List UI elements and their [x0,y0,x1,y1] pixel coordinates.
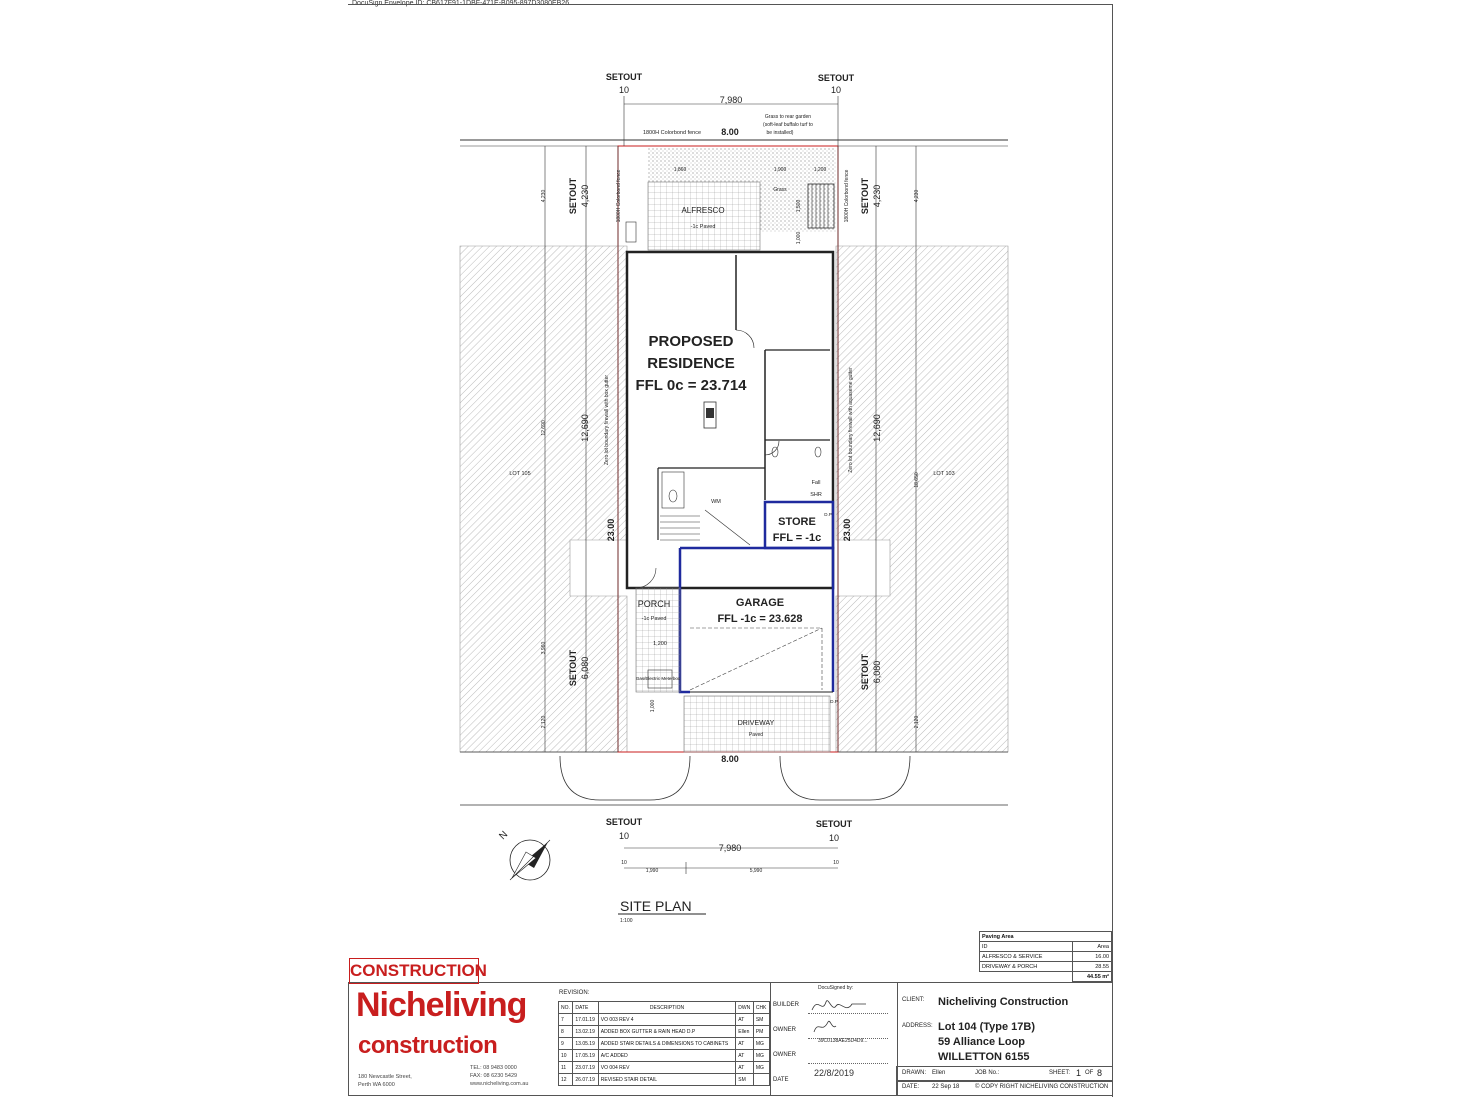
dim-1200-top: 1,200 [813,167,827,173]
address-label: ADDRESS: [902,1023,933,1029]
dim-23-left: 23.00 [606,518,616,542]
rev-chk: SM [753,1014,769,1026]
dim-12690-left: 12,690 [580,414,590,442]
dim-12690-right: 12,690 [872,414,882,442]
revision-table [558,1001,770,1086]
dim-1900: 1,900 [773,167,787,173]
fall-label: Fall [811,480,821,486]
paving-area-table [979,931,1112,982]
porch-label: PORCH [637,599,671,609]
owner-label-1: OWNER [773,1027,796,1033]
store-line-2: FFL = -1c [772,532,822,544]
signature-id: 39C0138AE25D4D9... [818,1038,868,1044]
setout-top-right: SETOUT [817,73,855,83]
rev-dwn: AT [736,1062,754,1074]
rev-chk: MG [753,1050,769,1062]
dim-5990: 5,990 [749,868,763,874]
porch-sub: -1c Paved [641,616,667,622]
rev-col-dwn: DWN [736,1002,754,1014]
lot-103-label: LOT 103 [933,471,955,477]
paving-row-area: 28.55 [1073,962,1112,972]
dim-3960: 3,960 [541,641,547,655]
logo-construction-banner: CONSTRUCTION [349,958,479,984]
garage-line-2: FFL -1c = 23.628 [717,613,803,625]
rev-date: 13.05.19 [573,1038,598,1050]
paving-row-id: ALFRESCO & SERVICE [980,952,1073,962]
paving-title: Paving Area [980,932,1112,942]
setout-top-right-value: 10 [830,85,842,95]
company-address-1: 180 Newcastle Street, [358,1074,412,1080]
driveway-sub: Paved [748,732,764,738]
paving-total: 44.55 m² [1073,972,1112,982]
dim-1200-porch: 1,200 [653,641,667,647]
rev-date: 17.01.19 [573,1014,598,1026]
table-row [980,952,1112,962]
dim-2120-left: 2,120 [541,715,547,729]
fence-label-right: 1800H Colorbond fence [844,169,850,223]
lot-105-label: LOT 105 [509,471,531,477]
right-boundary-note: Zero lot boundary firewall with aquaseme gutter [848,367,854,473]
rev-desc: VO 004 REV [598,1062,735,1074]
company-web: www.nicheliving.com.au [470,1081,529,1087]
dim-10-br: 10 [833,860,839,866]
rev-dwn: AT [736,1038,754,1050]
dim-23-right: 23.00 [842,518,852,542]
dim-1990: 1,990 [645,868,659,874]
setout-top-left: SETOUT [605,72,643,82]
setout-bottom-left-value: 10 [618,831,630,841]
dim-bottom-7980: 7,980 [718,843,742,853]
residence-line-3: FFL 0c = 23.714 [635,377,747,394]
rev-desc: VO 003 REV 4 [598,1014,735,1026]
rev-no: 11 [559,1062,573,1074]
rev-no: 12 [559,1074,573,1086]
address-line-1: Lot 104 (Type 17B) [938,1021,1035,1033]
rev-col-no: NO. [559,1002,573,1014]
dim-4230-right: 4,230 [872,184,882,208]
setout-top-left-value: 10 [618,85,630,95]
dim-1500: 1,500 [796,199,802,213]
logo-nicheliving: Nicheliving [356,986,527,1024]
client-name: Nicheliving Construction [938,996,1069,1008]
alfresco-sub: -1c Paved [690,224,716,230]
rev-col-date: DATE [573,1002,598,1014]
dim-top-7980: 7,980 [719,95,743,105]
revision-title: REVISION: [559,990,590,996]
rev-dwn: Ellen [736,1026,754,1038]
shr-label: SHR [810,492,822,498]
setout-left-upper: SETOUT [568,177,578,215]
signature-mark [806,992,876,1038]
fence-label-left: 1800H Colorbond fence [616,169,622,223]
company-tel: TEL: 08 9483 0000 [470,1065,517,1071]
dp-label-garage: D.P [830,699,838,704]
date-value: 22 Sep 18 [932,1084,960,1090]
lot-105-hatch [460,246,627,752]
gas-note: Gas/Electric Meterbox [635,676,681,681]
rev-chk: MG [753,1062,769,1074]
logo-construction-sub: construction [358,1032,498,1059]
dim-18650: 18,650 [914,472,920,488]
rev-date: 13.02.19 [573,1026,598,1038]
north-arrow [510,840,550,880]
dim-4230-outer-right: 4,230 [914,189,920,203]
alfresco-area [648,182,760,250]
dp-label-store: D.P [824,512,832,517]
setout-right-lower: SETOUT [860,653,870,691]
docusigned-label: DocuSigned by: [818,985,854,991]
rev-dwn: AT [736,1014,754,1026]
job-label: JOB No.: [975,1070,1000,1076]
rev-date: 26.07.19 [573,1074,598,1086]
dim-top-8: 8.00 [721,127,739,137]
date-label-signoff: DATE [773,1077,789,1083]
copyright: © COPY RIGHT NICHELIVING CONSTRUCTION [975,1084,1109,1090]
residence-line-1: PROPOSED [648,333,734,350]
grass-label: Grass [773,187,787,193]
store-line-1: STORE [778,516,816,528]
dim-6080-right: 6,080 [872,660,882,684]
dim-10-bl: 10 [621,860,627,866]
drawn-value: Ellen [932,1070,946,1076]
rev-chk: PM [753,1026,769,1038]
revision-header-row [559,1002,770,1014]
rev-date: 23.07.19 [573,1062,598,1074]
garage-line-1: GARAGE [735,597,785,609]
rev-col-description: DESCRIPTION [598,1002,735,1014]
setout-right-upper: SETOUT [860,177,870,215]
rev-col-chk: CHK [753,1002,769,1014]
builder-label: BUILDER [773,1002,800,1008]
sheet-of: OF [1085,1070,1094,1076]
dim-1000-top: 1,000 [796,231,802,245]
docusign-envelope-id: DocuSign Envelope ID: CB617F91-1DBF-471E-B095-897D3080EB26 [352,0,570,7]
left-boundary-note: Zero lot boundary firewall with box gutter [604,374,610,466]
date-label: DATE: [902,1084,920,1090]
dim-1000-porch: 1,000 [650,699,656,713]
dim-4230-outer-left: 4,230 [541,189,547,203]
rev-chk: MG [753,1038,769,1050]
table-row [559,1038,770,1050]
grass-note-3: be installed) [766,130,794,136]
wm-label: WM [711,499,721,505]
dim-4230-left: 4,230 [580,184,590,208]
address-line-2: 59 Alliance Loop [938,1036,1026,1048]
rev-no: 10 [559,1050,573,1062]
paving-row-area: 16.00 [1073,952,1112,962]
signoff-date-value: 22/8/2019 [814,1068,855,1078]
rev-desc: ADDED STAIR DETAILS & DIMENSIONS TO CABINETS [598,1038,735,1050]
company-fax: FAX: 08 6230 5429 [470,1073,518,1079]
grass-note-2: (soft-leaf buffalo turf to [763,122,813,128]
site-plan-title: SITE PLAN [620,898,692,914]
rev-date: 17.05.19 [573,1050,598,1062]
setout-bottom-left: SETOUT [605,817,643,827]
table-row [559,1014,770,1026]
rev-dwn: SM [736,1074,754,1086]
dim-1860: 1,860 [673,167,687,173]
site-plan-scale: 1:100 [620,918,633,924]
dim-2120-right: 2,120 [914,715,920,729]
drawn-label: DRAWN: [902,1070,927,1076]
rev-chk [753,1074,769,1086]
setout-left-lower: SETOUT [568,649,578,687]
sheet-total: 8 [1097,1068,1103,1078]
driveway-label: DRIVEWAY [737,720,775,727]
rev-no: 7 [559,1014,573,1026]
dim-bottom-8: 8.00 [721,754,739,764]
alfresco-label: ALFRESCO [681,206,725,215]
company-address-2: Perth WA 6000 [358,1082,395,1088]
grass-note-1: Grass to rear garden [764,114,812,120]
table-row [559,1050,770,1062]
rev-dwn: AT [736,1050,754,1062]
table-row [559,1062,770,1074]
client-label: CLIENT: [902,997,925,1003]
paving-col-area: Area [1073,942,1112,952]
rev-no: 8 [559,1026,573,1038]
setout-bottom-right-value: 10 [828,833,840,843]
dim-6080-left: 6,080 [580,656,590,680]
setout-bottom-right: SETOUT [815,819,853,829]
rev-no: 9 [559,1038,573,1050]
rev-desc: A/C ADDED [598,1050,735,1062]
table-row [980,962,1112,972]
address-line-3: WILLETTON 6155 [938,1051,1030,1063]
north-label: N [497,829,511,843]
paving-col-id: ID [980,942,1073,952]
dim-12690-outer-left: 12,690 [541,420,547,436]
rev-desc: REVISED STAIR DETAIL [598,1074,735,1086]
sheet-label: SHEET: [1049,1070,1071,1076]
owner-label-2: OWNER [773,1052,796,1058]
rev-desc: ADDED BOX GUTTER & RAIN HEAD D.P [598,1026,735,1038]
sheet-value: 1 [1076,1068,1082,1078]
residence-line-2: RESIDENCE [647,355,735,372]
table-row [559,1074,770,1086]
table-row [559,1026,770,1038]
paving-row-id: DRIVEWAY & PORCH [980,962,1073,972]
fence-label-top: 1800H Colorbond fence [642,130,702,136]
